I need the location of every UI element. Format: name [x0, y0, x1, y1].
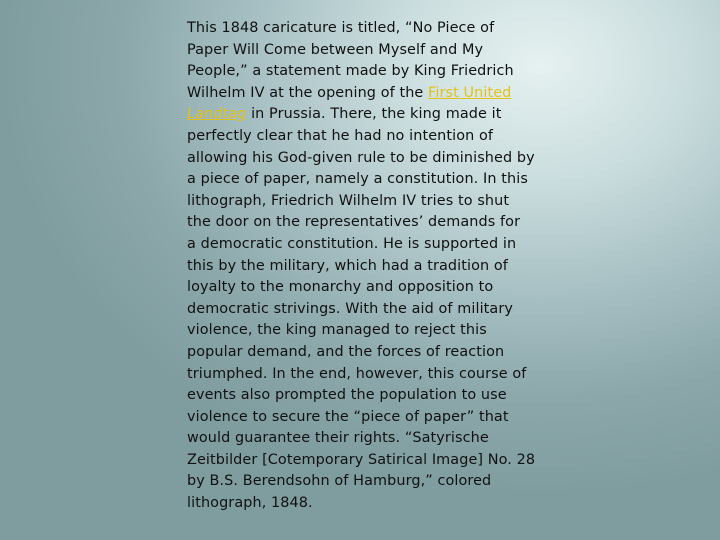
text-line: a piece of paper, namely a constitution. In this	[187, 171, 528, 188]
text-line	[187, 104, 537, 126]
text-line: by B.S. Berendsohn of Hamburg,” colored	[187, 473, 492, 490]
text-line: would guarantee their rights. “Satyrische	[187, 430, 489, 447]
first-united-landtag-link[interactable]: First United	[428, 84, 512, 101]
text-line: violence to secure the “piece of paper” that	[187, 408, 509, 425]
text-line: this by the military, which had a tradition of	[187, 257, 508, 274]
text-line: allowing his God-given rule to be diminished by	[187, 149, 535, 166]
text-line: Paper Will Come between Myself and My	[187, 41, 484, 58]
text-line: events also prompted the population to use	[187, 387, 507, 404]
text-line: lithograph, 1848.	[187, 495, 313, 512]
caption-text	[187, 18, 537, 515]
text-line: triumphed. In the end, however, this course of	[187, 365, 527, 382]
text-line: popular demand, and the forces of reaction	[187, 343, 505, 360]
text-line: violence, the king managed to reject this	[187, 322, 487, 339]
text-line: This 1848 caricature is titled, “No Piece of	[187, 20, 495, 36]
text-line: lithograph, Friedrich Wilhelm IV tries to shut	[187, 192, 510, 209]
first-united-landtag-link-continued[interactable]: Landtag	[187, 106, 247, 123]
text-line: a democratic constitution. He is supported in	[187, 235, 517, 252]
text-line: democratic strivings. With the aid of military	[187, 300, 513, 317]
text-line: the door on the representatives’ demands for	[187, 214, 521, 231]
text-line	[187, 83, 537, 105]
text-line: perfectly clear that he had no intention of	[187, 127, 494, 144]
text-line: Zeitbilder [Cotemporary Satirical Image] No. 28	[187, 451, 536, 468]
text-line: People,” a statement made by King Friedrich	[187, 63, 514, 80]
text-fragment: Wilhelm IV at the opening of the	[187, 84, 429, 101]
text-fragment: in Prussia. There, the king made it	[246, 106, 502, 123]
text-line: loyalty to the monarchy and opposition to	[187, 279, 494, 296]
